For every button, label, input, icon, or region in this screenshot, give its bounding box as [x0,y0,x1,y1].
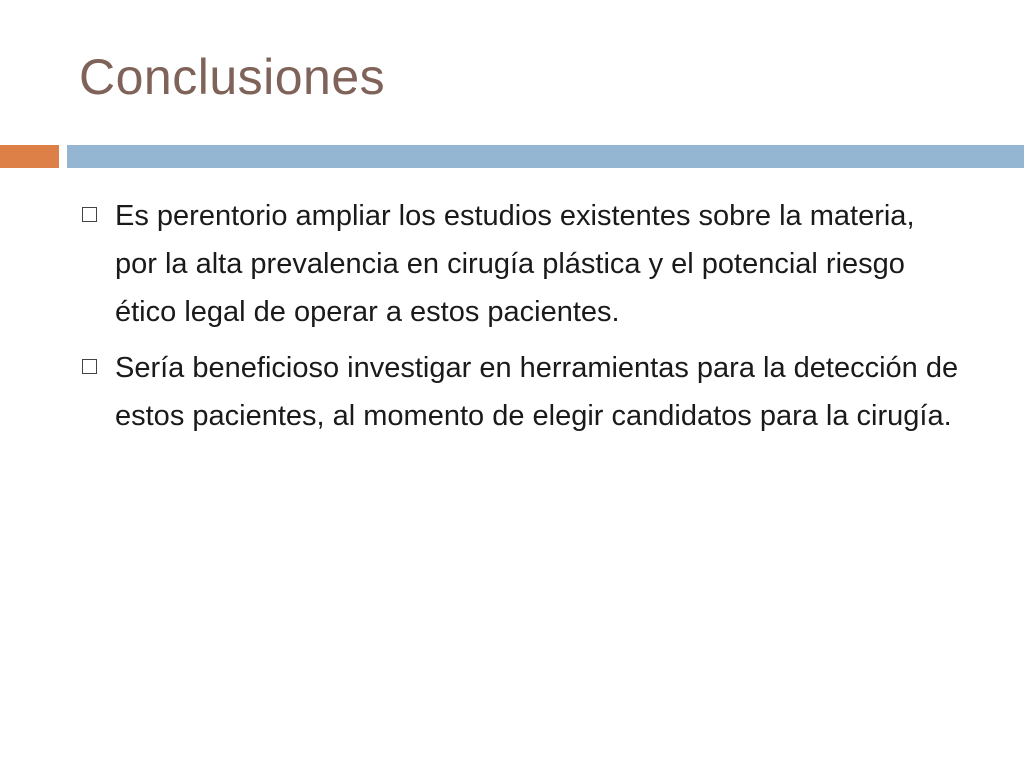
square-bullet-icon [82,207,97,222]
accent-bar-blue [67,145,1024,168]
bullet-item [82,344,962,440]
square-bullet-icon [82,359,97,374]
bullet-list [82,192,962,448]
bullet-text: Es perentorio ampliar los estudios existentes sobre la materia, por la alta prevalencia en cirugía plástica y el potencial riesgo ético legal de operar a estos pacientes. [115,200,915,328]
slide-title: Conclusiones [79,49,386,105]
bullet-text: Sería beneficioso investigar en herramientas para la detección de estos pacientes, al momento de elegir candidatos para la cirugía. [115,352,959,432]
bullet-item [82,192,962,336]
accent-bar-orange [0,145,59,168]
